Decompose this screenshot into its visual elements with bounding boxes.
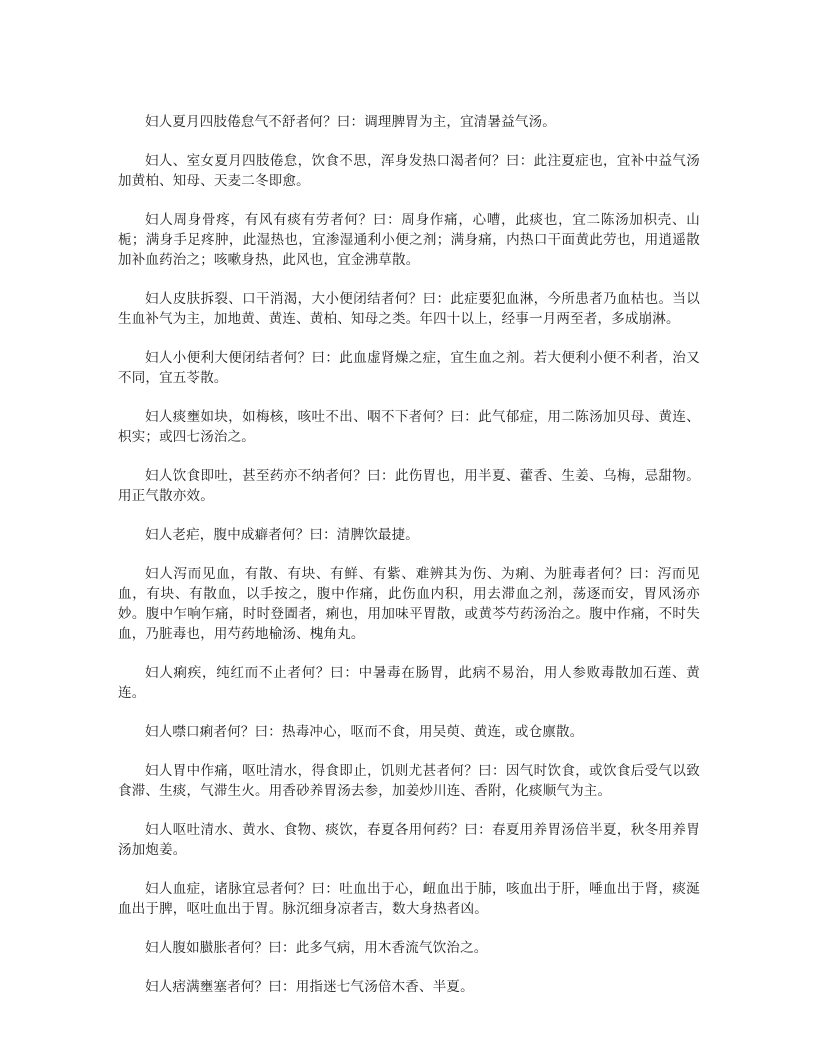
paragraph-summer-fever-thirst: 妇人、室女夏月四肢倦怠，饮食不思，浑身发热口渴者何？曰：此注夏症也，宜补中益气汤加黄柏、知母、天麦二冬即愈。	[118, 153, 700, 189]
paragraph-dry-skin-constipation: 妇人皮肤拆裂、口干消渴，大小便闭结者何？曰：此症要犯血淋，今所患者乃血枯也。当以生血补气为主，加地黄、黄连、黄柏、知母之类。年四十以上，经事一月两至者，多成崩淋。	[118, 291, 700, 327]
paragraph-summer-fatigue: 妇人夏月四肢倦怠气不舒者何？曰：调理脾胃为主，宜清暑益气汤。	[145, 114, 556, 130]
paragraph-vomiting-after-eating: 妇人饮食即吐，甚至药亦不纳者何？曰：此伤胃也，用半夏、藿香、生姜、乌梅，忌甜物。用正气散亦效。	[118, 468, 700, 504]
paragraph-stomach-pain: 妇人胃中作痛，呕吐清水，得食即止，饥则尤甚者何？曰：因气时饮食，或饮食后受气以致食滞、生痰，气滞生火。用香砂养胃汤去参，加姜炒川连、香附，化痰顺气为主。	[118, 763, 700, 799]
paragraph-blood-syndrome-pulse: 妇人血症，诸脉宜忌者何？曰：吐血出于心，衄血出于肺，咳血出于肝，唾血出于肾，痰涎血出于脾，呕吐血出于胃。脉沉细身凉者吉，数大身热者凶。	[118, 881, 700, 917]
paragraph-body-bone-pain: 妇人周身骨疼，有风有痰有劳者何？曰：周身作痛，心嘈，此痰也，宜二陈汤加枳壳、山栀；满身手足疼肿，此湿热也，宜渗湿通利小便之剂；满身痛，内热口干面黄此劳也，用逍遥散加补血药治之；咳嗽身热，此风也，宜金沸草散。	[118, 212, 700, 268]
paragraph-fasting-dysentery: 妇人噤口痢者何？曰：热毒冲心，呕而不食，用吴萸、黄连，或仓廪散。	[145, 724, 584, 740]
paragraph-vomiting-seasons: 妇人呕吐清水、黄水、食物、痰饮，春夏各用何药？曰：春夏用养胃汤倍半夏，秋冬用养胃汤加炮姜。	[118, 822, 700, 858]
paragraph-chronic-malaria: 妇人老疟，腹中成癖者何？曰：清脾饮最捷。	[145, 527, 419, 543]
paragraph-abdominal-distension: 妇人腹如臌胀者何？曰：此多气病，用木香流气饮治之。	[145, 940, 488, 956]
paragraph-phlegm-plum-pit: 妇人痰壅如块，如梅核，咳吐不出、咽不下者何？曰：此气郁症，用二陈汤加贝母、黄连、枳实；或四七汤治之。	[118, 409, 700, 445]
paragraph-bloody-diarrhea: 妇人泻而见血，有散、有块、有鲜、有紫、难辨其为伤、为痢、为脏毒者何？曰：泻而见血，有块、有散血，以手按之，腹中作痛，此伤血内积，用去滞血之剂，荡逐而安，胃风汤亦妙。腹中乍响乍痛，时时登圊者，痢也，用加味平胃散，或黄芩芍药汤治之。腹中作痛，不时失血，乃脏毒也，用芍药地榆汤、槐角丸。	[118, 566, 700, 642]
paragraph-red-dysentery: 妇人痢疾，纯红而不止者何？曰：中暑毒在肠胃，此病不易治，用人参败毒散加石莲、黄连。	[118, 665, 700, 701]
document-body	[118, 112, 700, 1016]
paragraph-urination-constipation: 妇人小便利大便闭结者何？曰：此血虚肾燥之症，宜生血之剂。若大便利小便不利者，治又不同，宜五苓散。	[118, 350, 700, 386]
paragraph-fullness-blockage: 妇人痞满壅塞者何？曰：用指迷七气汤倍木香、半夏。	[145, 979, 474, 995]
